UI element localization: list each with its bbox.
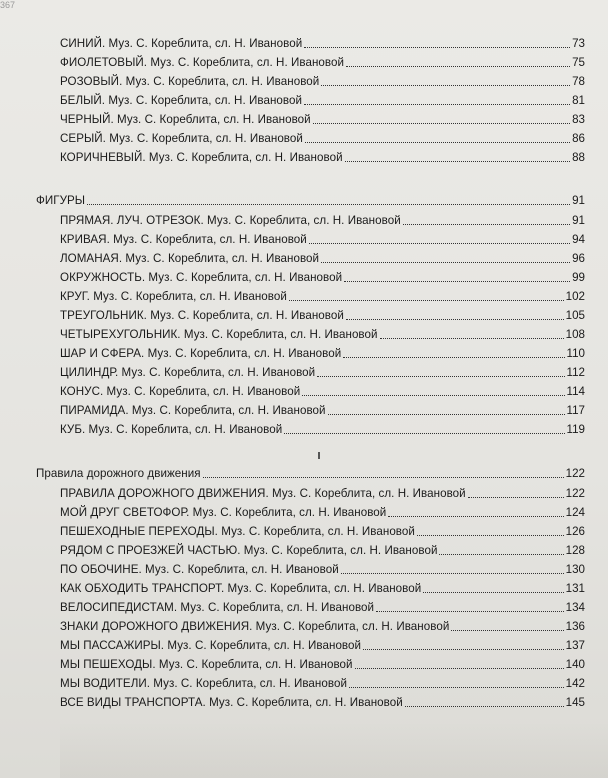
toc-page-number: 128: [565, 544, 585, 557]
toc-entry: [60, 305, 585, 323]
page-corner-number: 367: [0, 0, 16, 10]
toc-entry-title: РЯДОМ С ПРОЕЗЖЕЙ ЧАСТЬЮ. Муз. С. Кореблита, сл. Н. Ивановой: [60, 544, 438, 557]
toc-entry-title: ПИРАМИДА. Муз. С. Кореблита, сл. Н. Ивановой: [60, 404, 326, 417]
toc-page-number: 145: [565, 696, 585, 709]
toc-page-number: 73: [572, 37, 585, 50]
toc-page-number: 99: [572, 271, 585, 284]
toc-page-number: 134: [565, 601, 585, 614]
toc-entry: [60, 128, 585, 146]
toc-entry: [60, 229, 585, 247]
dot-leader: [317, 376, 564, 377]
toc-page-number: 122: [565, 467, 585, 480]
toc-entry: [60, 248, 585, 266]
toc-entry: [60, 52, 585, 70]
toc-page-number: 112: [566, 366, 585, 379]
toc-entry-title: МЫ ПЕШЕХОДЫ. Муз. С. Кореблита, сл. Н. Ивановой: [60, 658, 353, 671]
dot-leader: [313, 123, 570, 124]
dot-leader: [346, 319, 564, 320]
toc-entry: [60, 654, 585, 672]
toc-entry: [60, 597, 585, 615]
dot-leader: [309, 243, 570, 244]
dot-leader: [423, 592, 563, 593]
toc-page-number: 137: [565, 639, 585, 652]
toc-entry-title: КУБ. Муз. С. Кореблита, сл. Н. Ивановой: [60, 423, 283, 436]
toc-page-number: 105: [565, 309, 585, 322]
toc-page-number: 117: [566, 404, 585, 417]
toc-page-number: 86: [572, 132, 585, 145]
dot-leader: [203, 477, 564, 478]
toc-page-number: 91: [572, 194, 585, 207]
toc-entry-title: МОЙ ДРУГ СВЕТОФОР. Муз. С. Кореблита, сл. Н. Ивановой: [60, 506, 387, 519]
dot-leader: [439, 554, 563, 555]
dot-leader: [349, 687, 564, 688]
toc-entry: [60, 210, 585, 228]
dot-leader: [468, 497, 564, 498]
toc-entry-title: ПО ОБОЧИНЕ. Муз. С. Кореблита, сл. Н. Ивановой: [60, 563, 339, 576]
toc-entry-title: ВСЕ ВИДЫ ТРАНСПОРТА. Муз. С. Кореблита, сл. Н. Ивановой: [60, 696, 403, 709]
toc-entry: [60, 502, 585, 520]
toc-entry: [60, 343, 585, 361]
toc-entry: [60, 692, 585, 710]
toc-entry-title: МЫ ВОДИТЕЛИ. Муз. С. Кореблита, сл. Н. Ивановой: [60, 677, 347, 690]
toc-entry: [60, 559, 585, 577]
toc-page-number: 96: [572, 252, 585, 265]
dot-leader: [345, 161, 570, 162]
toc-entry-title: РОЗОВЫЙ. Муз. С. Кореблита, сл. Н. Ивановой: [60, 75, 320, 88]
toc-entry-title: МЫ ПАССАЖИРЫ. Муз. С. Кореблита, сл. Н. Ивановой: [60, 639, 362, 652]
dot-leader: [304, 104, 570, 105]
dot-leader: [341, 573, 564, 574]
toc-entry-title: СЕРЫЙ. Муз. С. Кореблита, сл. Н. Ивановой: [60, 132, 303, 145]
toc-entry-title: ФИОЛЕТОВЫЙ. Муз. С. Кореблита, сл. Н. Ивановой: [60, 56, 345, 69]
dot-leader: [451, 630, 563, 631]
dot-leader: [321, 262, 570, 263]
toc-entry-title: ФИГУРЫ: [36, 194, 86, 207]
toc-entry: [60, 419, 585, 437]
toc-page-number: 114: [566, 385, 585, 398]
toc-entry-title: ПРАВИЛА ДОРОЖНОГО ДВИЖЕНИЯ. Муз. С. Кореблита, сл. Н. Ивановой: [60, 487, 466, 500]
toc-page-number: 102: [565, 290, 585, 303]
toc-entry: [60, 381, 585, 399]
toc-entry-title: ОКРУЖНОСТЬ. Муз. С. Кореблита, сл. Н. Ивановой: [60, 271, 343, 284]
toc-entry: [60, 483, 585, 501]
toc-entry-title: СИНИЙ. Муз. С. Кореблита, сл. Н. Ивановой: [60, 37, 303, 50]
toc-entry-title: ТРЕУГОЛЬНИК. Муз. С. Кореблита, сл. Н. Ивановой: [60, 309, 344, 322]
toc-entry: [60, 90, 585, 108]
toc-entry-title: КРУГ. Муз. С. Кореблита, сл. Н. Ивановой: [60, 290, 287, 303]
dot-leader: [417, 535, 564, 536]
toc-page-number: 131: [565, 582, 585, 595]
toc-page-number: 136: [565, 620, 585, 633]
dot-leader: [355, 668, 564, 669]
toc-entry: [60, 33, 585, 51]
dot-leader: [363, 649, 564, 650]
toc-entry-title: КРИВАЯ. Муз. С. Кореблита, сл. Н. Ивановой: [60, 233, 307, 246]
dot-leader: [343, 357, 564, 358]
toc-page-number: 140: [565, 658, 585, 671]
toc-entry-title: КАК ОБХОДИТЬ ТРАНСПОРТ. Муз. С. Кореблита, сл. Н. Ивановой: [60, 582, 422, 595]
toc-entry-title: ЦИЛИНДР. Муз. С. Кореблита, сл. Н. Ивановой: [60, 366, 316, 379]
toc-entry-title: ЧЕРНЫЙ. Муз. С. Кореблита, сл. Н. Ивановой: [60, 113, 311, 126]
dot-leader: [302, 395, 564, 396]
dot-leader: [380, 338, 564, 339]
dot-leader: [405, 706, 564, 707]
toc-entry: [60, 324, 585, 342]
toc-entry-title: КОРИЧНЕВЫЙ. Муз. С. Кореблита, сл. Н. Ивановой: [60, 151, 343, 164]
toc-section-header: [36, 190, 585, 208]
toc-entry: [60, 521, 585, 539]
toc-section-header: [36, 463, 585, 481]
toc-entry: [60, 267, 585, 285]
toc-page-number: 110: [566, 347, 585, 360]
toc-page-number: 142: [565, 677, 585, 690]
toc-page-number: 81: [572, 94, 585, 107]
toc-entry: [60, 147, 585, 165]
dot-leader: [346, 66, 570, 67]
dot-leader: [328, 414, 565, 415]
page-shadow: [60, 722, 608, 778]
toc-entry: [60, 400, 585, 418]
toc-page-number: 122: [565, 487, 585, 500]
toc-entry: [60, 540, 585, 558]
toc-entry: [60, 635, 585, 653]
toc-page-number: 124: [565, 506, 585, 519]
toc-page-number: 126: [565, 525, 585, 538]
toc-page-number: 108: [565, 328, 585, 341]
toc-entry-title: ПРЯМАЯ. ЛУЧ. ОТРЕЗОК. Муз. С. Кореблита, сл. Н. Ивановой: [60, 214, 401, 227]
dot-leader: [305, 142, 570, 143]
toc-page-number: 83: [572, 113, 585, 126]
toc-entry-title: ЛОМАНАЯ. Муз. С. Кореблита, сл. Н. Ивановой: [60, 252, 320, 265]
dot-leader: [304, 47, 570, 48]
toc-entry-title: ЗНАКИ ДОРОЖНОГО ДВИЖЕНИЯ. Муз. С. Кореблита, сл. Н. Ивановой: [60, 620, 450, 633]
scan-artifact-mark: [318, 452, 320, 459]
toc-entry-title: ЧЕТЫРЕХУГОЛЬНИК. Муз. С. Кореблита, сл. Н. Ивановой: [60, 328, 378, 341]
toc-entry-title: ПЕШЕХОДНЫЕ ПЕРЕХОДЫ. Муз. С. Кореблита, сл. Н. Ивановой: [60, 525, 415, 538]
dot-leader: [289, 300, 564, 301]
dot-leader: [344, 281, 570, 282]
toc-entry: [60, 362, 585, 380]
toc-page-number: 75: [572, 56, 585, 69]
toc-entry: [60, 71, 585, 89]
dot-leader: [376, 611, 564, 612]
toc-entry: [60, 578, 585, 596]
toc-entry-title: Правила дорожного движения: [36, 467, 201, 480]
dot-leader: [87, 204, 570, 205]
toc-entry-title: БЕЛЫЙ. Муз. С. Кореблита, сл. Н. Ивановой: [60, 94, 303, 107]
toc-page-number: 94: [572, 233, 585, 246]
toc-page-number: 78: [572, 75, 585, 88]
toc-entry: [60, 286, 585, 304]
toc-entry: [60, 109, 585, 127]
toc-entry-title: ШАР И СФЕРА. Муз. С. Кореблита, сл. Н. Ивановой: [60, 347, 342, 360]
toc-entry: [60, 616, 585, 634]
toc-page-number: 119: [566, 423, 585, 436]
dot-leader: [321, 85, 570, 86]
toc-page-number: 130: [565, 563, 585, 576]
toc-entry-title: КОНУС. Муз. С. Кореблита, сл. Н. Ивановой: [60, 385, 301, 398]
toc-page-number: 91: [572, 214, 585, 227]
toc-entry: [60, 673, 585, 691]
dot-leader: [388, 516, 563, 517]
dot-leader: [403, 224, 570, 225]
dot-leader: [284, 433, 564, 434]
toc-page-number: 88: [572, 151, 585, 164]
toc-entry-title: ВЕЛОСИПЕДИСТАМ. Муз. С. Кореблита, сл. Н. Ивановой: [60, 601, 375, 614]
